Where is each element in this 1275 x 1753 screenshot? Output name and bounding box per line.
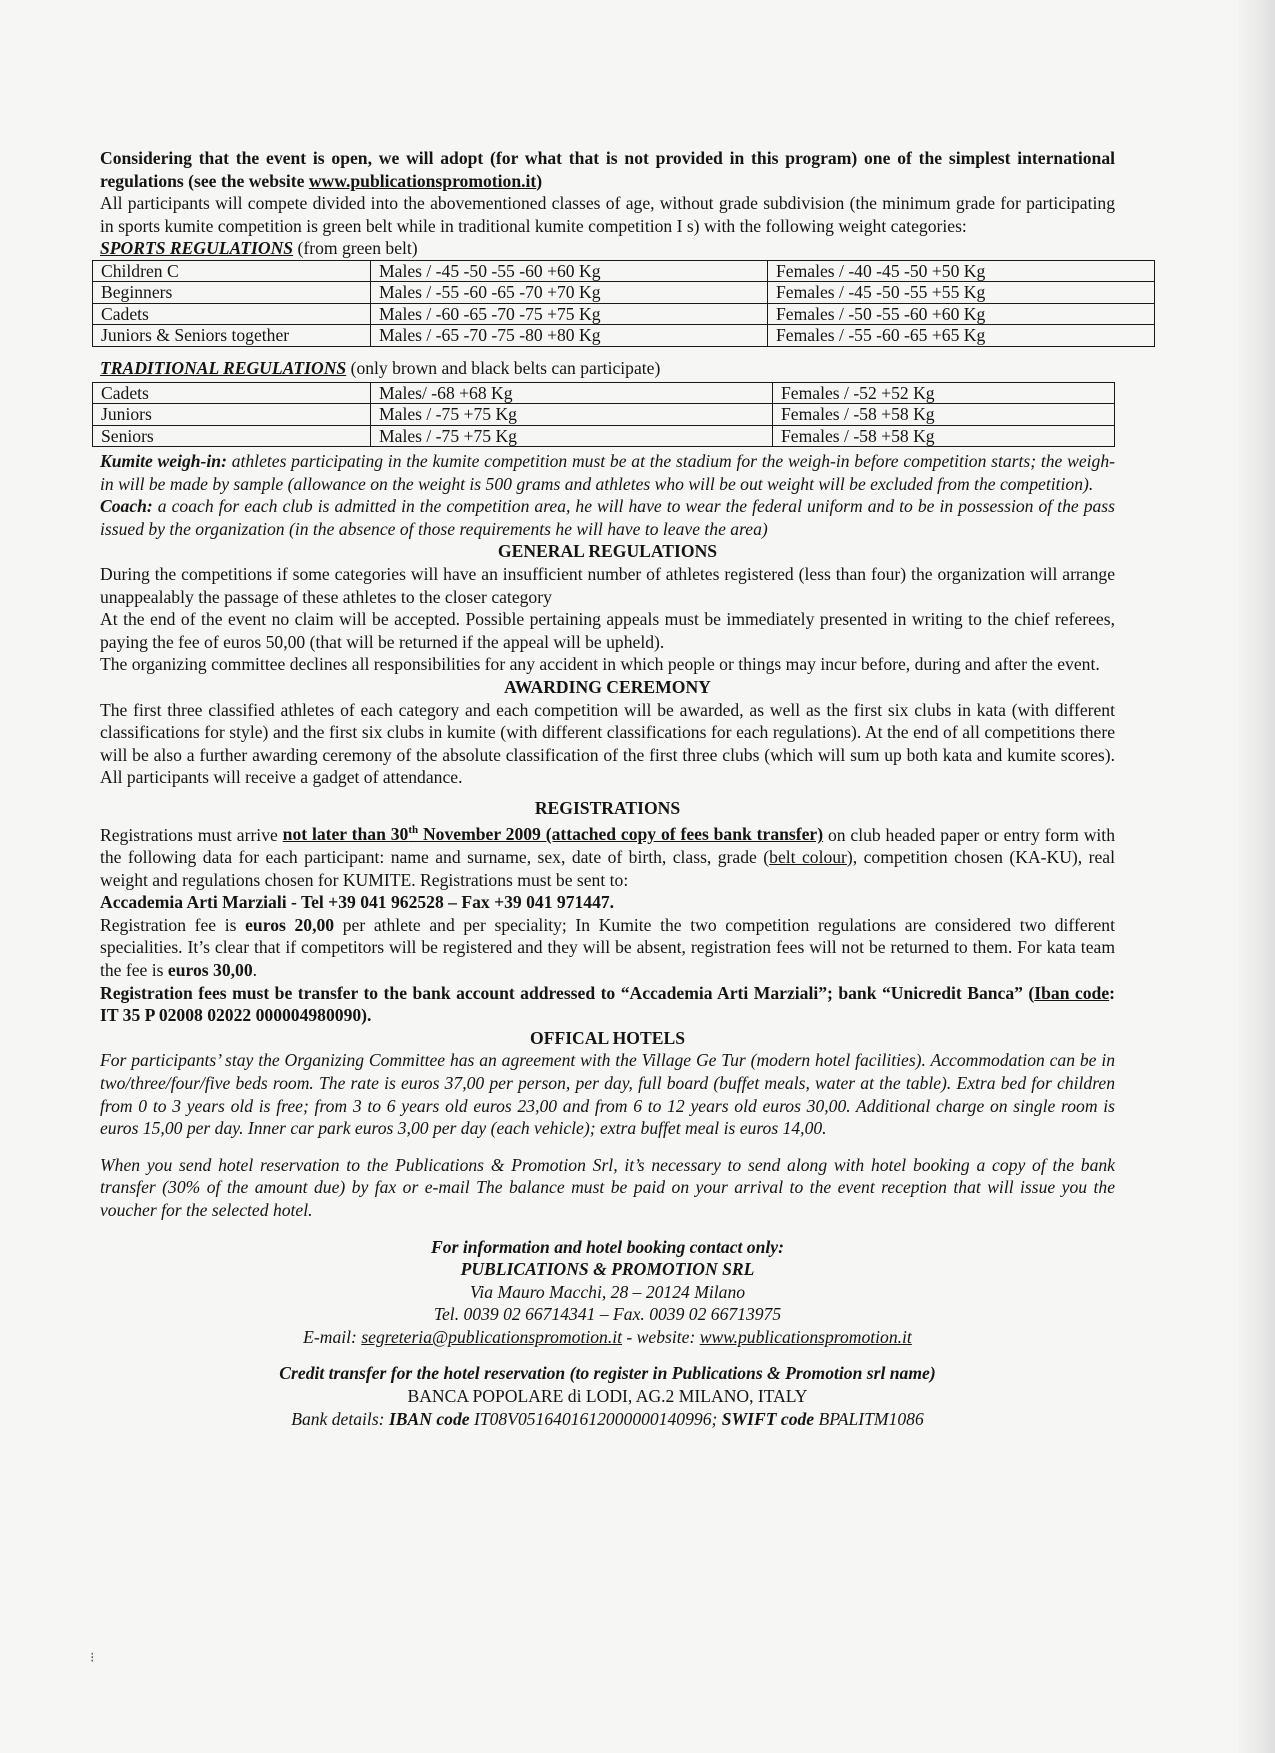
class-cell: Juniors & Seniors together [93,325,371,347]
males-cell: Males / -65 -70 -75 -80 +80 Kg [371,325,768,347]
table-row [93,425,1115,447]
document-page [100,147,1115,1430]
bank-details-line [100,1408,1115,1431]
email-link[interactable]: segreteria@publicationspromotion.it [361,1326,623,1347]
iban-label: Iban code [1034,982,1110,1003]
company-address: Via Mauro Macchi, 28 – 20124 Milano [469,1281,746,1302]
fee-text: Registration fee is [100,914,246,935]
contact-heading: For information and hotel booking contact only: [431,1236,784,1257]
females-cell: Females / -50 -55 -60 +60 Kg [768,303,1155,325]
scan-speck: ⁝ [90,1651,95,1666]
class-cell: Children C [93,260,371,282]
iban-code-label: IBAN code [388,1408,470,1429]
company-phone: Tel. 0039 02 66714341 – Fax. 0039 02 66713975 [433,1304,782,1325]
bank-details-label: Bank details: [291,1408,389,1429]
general-paragraph-1: During the competitions if some categories will have an insufficient number of athletes registered (less than four) the organization will arrange unappealably the passage of these athletes to the closer category [100,564,1115,607]
bank-text: Registration fees must be transfer to the bank account addressed to “Accademia Arti Marziali”; bank “Unicredit Banca” ( [100,982,1035,1003]
males-cell: Males / -45 -50 -55 -60 +60 Kg [371,260,768,282]
registrations-title: REGISTRATIONS [534,797,681,818]
traditional-subtitle: (only brown and black belts can participate) [346,357,661,378]
traditional-regulations-heading [100,357,1115,380]
registrations-contact: Accademia Arti Marziali - Tel +39 041 962528 – Fax +39 041 971447. [100,892,615,913]
males-cell: Males / -75 +75 Kg [371,425,773,447]
contact-block [100,1236,1115,1431]
class-cell: Seniors [93,425,371,447]
contact-email-line [100,1326,1115,1349]
reg-text: Registrations must arrive [100,824,283,845]
swift-code: BPALITM1086 [814,1408,924,1429]
fee-text-2: per athlete and per speciality; In Kumite the two competition regulations are considered two different specialities. It’s clear that if competitors will be registered and they will be absent, registration fees will not be returned to them. For kata team the fee is [100,914,1115,980]
intro-text: All participants will compete divided into the abovementioned classes of age, without grade subdivision (the minimum grade for participating in sports kumite competition is green belt while in traditional kumite competition I s) with the following weight categories: [100,193,1115,236]
females-cell: Females / -45 -50 -55 +55 Kg [768,282,1155,304]
reg-text-2: on club headed paper or entry form with the following data for each participant: name and surname, sex, date of birth, class, grade ( [100,824,1115,868]
team-fee-amount: euros 30,00 [167,959,253,980]
fee-amount: euros 20,00 [245,914,335,935]
general-paragraph-3: The organizing committee declines all responsibilities for any accident in which people or things may incur before, during and after the event. [100,654,1100,675]
sports-title: SPORTS REGULATIONS [100,238,294,259]
belt-colour-text: belt colour [769,847,847,868]
iban-value: : IT 35 P 02008 02022 000004980090). [100,982,1115,1026]
awarding-ceremony-title: AWARDING CEREMONY [504,677,711,697]
company-name: PUBLICATIONS & PROMOTION SRL [460,1259,755,1280]
coach-text: a coach for each club is admitted in the competition area, he will have to wear the federal uniform and to be in possession of the pass issued by the organization (in the absence of those requirements he will have to leave the area) [100,496,1115,539]
males-cell: Males/ -68 +68 Kg [371,382,773,404]
sports-weight-table [92,260,1155,347]
registrations-paragraph-3 [100,982,1115,1027]
intro-bold-tail: ) [536,170,543,191]
weigh-in-paragraph [100,450,1115,495]
swift-code-label: SWIFT code [721,1408,815,1429]
deadline-text: not later than 30 [282,824,409,845]
reg-text-3: ), competition chosen (KA-KU), real weight and regulations chosen for KUMITE. Registrations must be sent to: [100,847,1115,890]
coach-paragraph [100,495,1115,540]
class-cell: Juniors [93,404,371,426]
females-cell: Females / -55 -60 -65 +65 Kg [768,325,1155,347]
table-row [93,382,1115,404]
deadline-sup: th [408,824,419,837]
deadline-text-2: November 2009 (attached copy of fees bank transfer) [418,824,824,845]
hotels-paragraph-2: When you send hotel reservation to the Publications & Promotion Srl, it’s necessary to send along with hotel booking a copy of the bank transfer (30% of the amount due) by fax or e-mail The balance must be paid on your arrival to the event reception that will issue you the voucher for the selected hotel. [100,1154,1115,1220]
hotels-title: OFFICAL HOTELS [530,1027,685,1048]
traditional-weight-table [92,382,1115,448]
females-cell: Females / -58 +58 Kg [773,425,1115,447]
email-label: E-mail: [303,1326,362,1347]
traditional-title: TRADITIONAL REGULATIONS [100,357,347,378]
class-cell: Cadets [93,382,371,404]
males-cell: Males / -75 +75 Kg [371,404,773,426]
contact-website-link[interactable]: www.publicationspromotion.it [699,1326,912,1347]
weigh-in-text: athletes participating in the kumite competition must be at the stadium for the weigh-in before competition starts; the weigh-in will be made by sample (allowance on the weight is 500 grams and athletes who will be out weight will be excluded from the competition). [100,451,1116,494]
website-label: - website: [622,1326,700,1347]
fee-text-3: . [252,959,258,980]
females-cell: Females / -58 +58 Kg [773,404,1115,426]
males-cell: Males / -60 -65 -70 -75 +75 Kg [371,303,768,325]
page-shadow-edge [1239,0,1275,1753]
coach-label: Coach: [100,496,153,517]
intro-bold-lead: Considering that the event is open, we will adopt (for what that is not provided in this program) one of the simplest international regulations (see the website [100,148,1115,191]
males-cell: Males / -55 -60 -65 -70 +70 Kg [371,282,768,304]
iban-code: IT08V0516401612000000140996; [469,1408,722,1429]
weigh-in-label: Kumite weigh-in: [100,451,227,472]
sports-subtitle: (from green belt) [293,238,418,259]
table-row [93,325,1155,347]
females-cell: Females / -40 -45 -50 +50 Kg [768,260,1155,282]
bank-name: BANCA POPOLARE di LODI, AG.2 MILANO, ITALY [407,1386,808,1407]
registrations-paragraph-2 [100,914,1115,982]
sports-regulations-heading [100,237,1115,260]
table-row [93,282,1155,304]
table-row [93,303,1155,325]
table-row [93,260,1155,282]
registration-deadline [283,824,823,844]
intro-paragraph [100,147,1115,192]
credit-transfer-heading: Credit transfer for the hotel reservation (to register in Publications & Promotion srl name) [279,1363,936,1384]
website-link[interactable]: www.publicationspromotion.it [308,170,537,191]
general-regulations-title: GENERAL REGULATIONS [497,541,718,562]
registrations-paragraph-1 [100,820,1115,892]
class-cell: Cadets [93,303,371,325]
class-cell: Beginners [93,282,371,304]
table-row [93,404,1115,426]
hotels-paragraph-1: For participants’ stay the Organizing Committee has an agreement with the Village Ge Tur (modern hotel facilities). Accommodation can be in two/three/four/five beds room. The rate is euros 37,00 per person, per day, full board (buffet meals, water at the table). Extra bed for children from 0 to 3 years old is free; from 3 to 6 years old euros 23,00 and from 6 to 12 years old euros 30,00. Additional charge on single room is euros 15,00 per day. Inner car park euros 3,00 per day (each vehicle); extra buffet meal is euros 14,00. [100,1050,1115,1139]
females-cell: Females / -52 +52 Kg [773,382,1115,404]
general-paragraph-2: At the end of the event no claim will be accepted. Possible pertaining appeals must be immediately presented in writing to the chief referees, paying the fee of euros 50,00 (that will be returned if the appeal will be upheld). [100,609,1115,652]
awarding-paragraph: The first three classified athletes of each category and each competition will be awarded, as well as the first six clubs in kata (with different classifications for style) and the first six clubs in kumite (with different classifications for each regulations). At the end of all competitions there will be also a further awarding ceremony of the absolute classification of the first three clubs (which will sum up both kata and kumite scores). All participants will receive a gadget of attendance. [100,699,1115,788]
